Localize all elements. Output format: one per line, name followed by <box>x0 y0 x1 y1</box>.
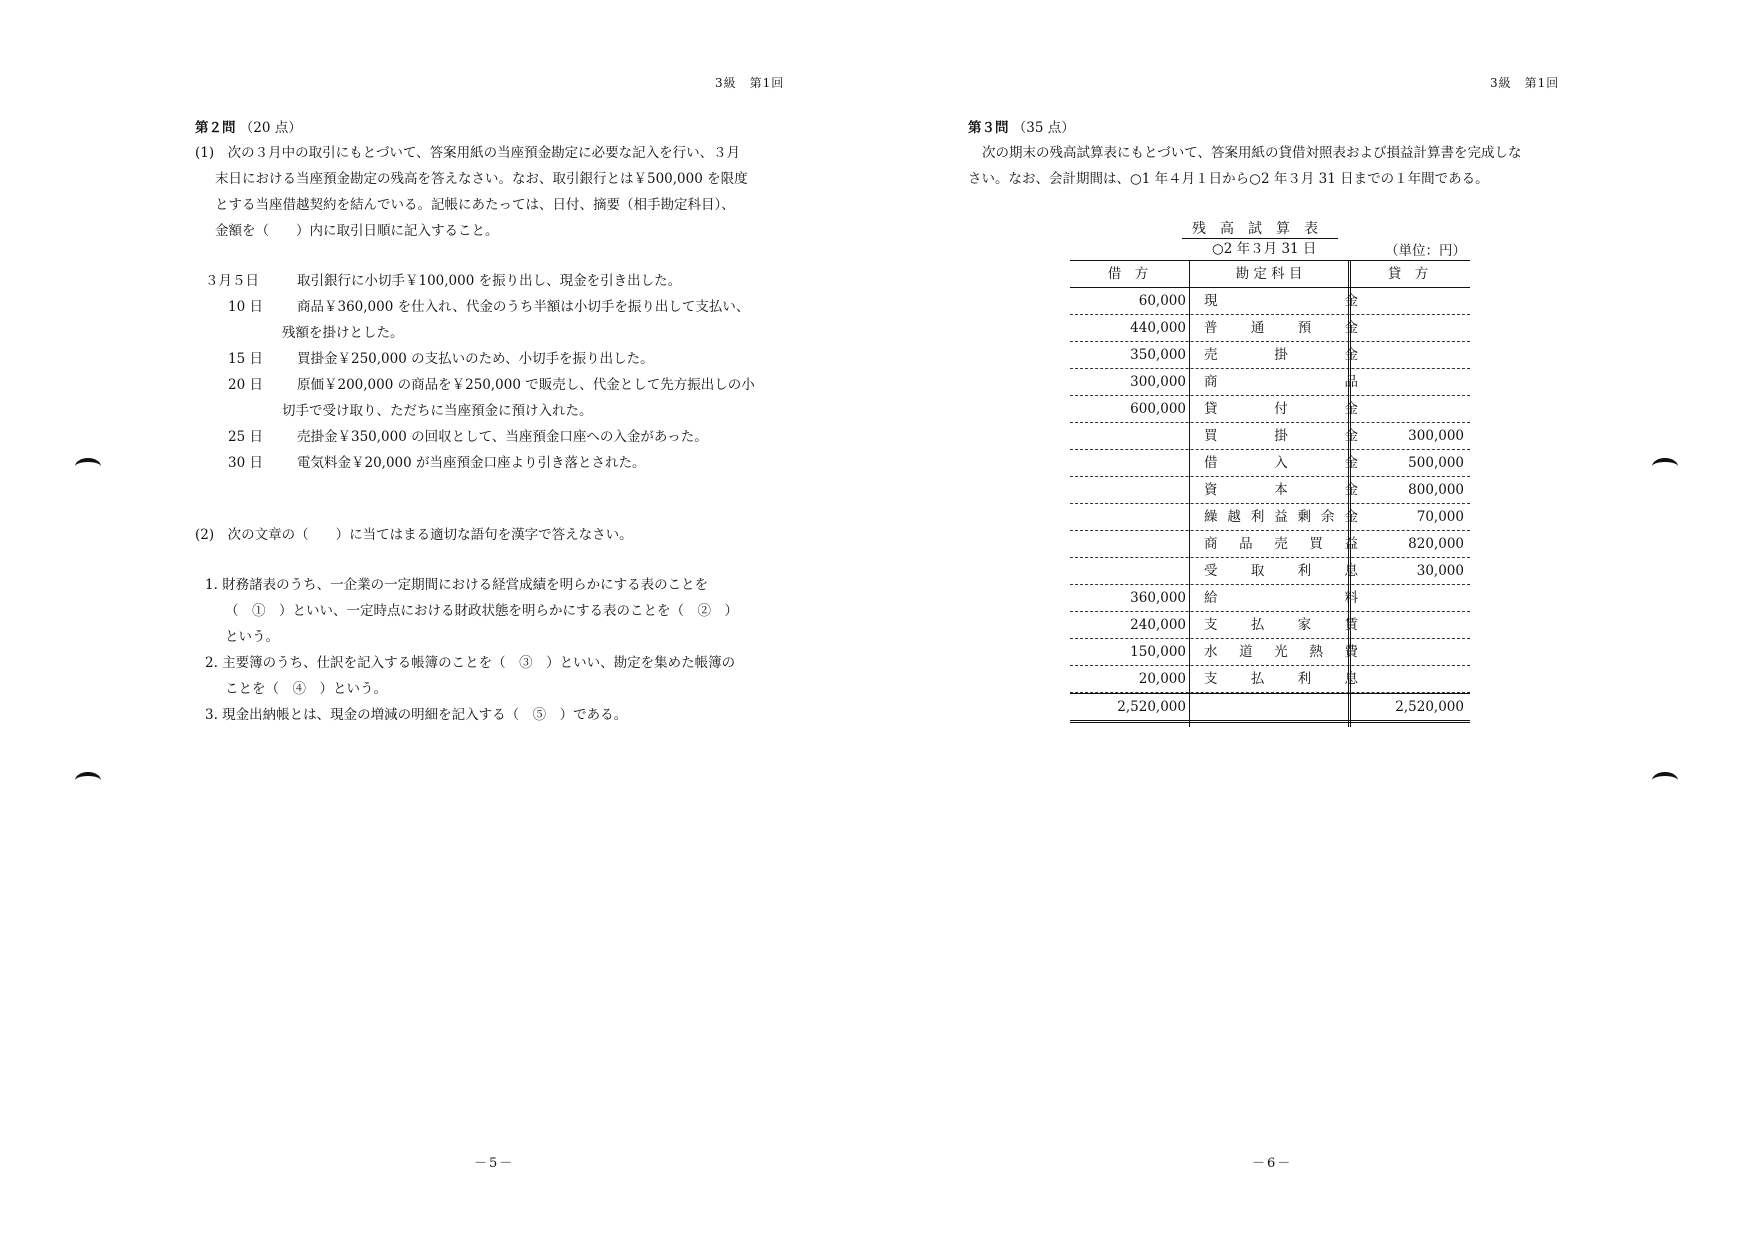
account-char: 現 <box>1204 293 1218 309</box>
account-cell <box>1192 315 1370 341</box>
account-char: 金 <box>1344 347 1358 363</box>
credit-cell <box>1352 585 1464 611</box>
transaction-date: 20 日 <box>228 377 263 393</box>
account-char: 繰 <box>1204 509 1218 525</box>
q3-instructions <box>968 140 1521 192</box>
credit-cell <box>1352 342 1464 368</box>
debit-cell: 300,000 <box>1130 374 1186 390</box>
transaction-text: 取引銀行に小切手￥100,000 を振り出し、現金を引き出した。 <box>297 273 682 289</box>
total-credit: 2,520,000 <box>1395 699 1464 715</box>
transaction-text: 原価￥200,000 の商品を￥250,000 で販売し、代金として先方振出しの小 <box>297 377 755 393</box>
account-char: 息 <box>1344 671 1358 687</box>
account-cell <box>1192 639 1370 665</box>
account-char: 品 <box>1344 374 1358 390</box>
punch-hole-mark <box>1652 772 1678 789</box>
table-row <box>1070 315 1470 342</box>
account-char: 借 <box>1204 455 1218 471</box>
col-account-header: 勘 定 科 目 <box>1235 266 1303 282</box>
credit-cell: 300,000 <box>1408 428 1464 444</box>
account-char: 益 <box>1344 536 1358 552</box>
account-char: 金 <box>1344 293 1358 309</box>
account-char: 貸 <box>1204 401 1218 417</box>
debit-cell: 60,000 <box>1138 293 1186 309</box>
account-char: 道 <box>1239 644 1253 660</box>
transaction-item <box>195 424 755 450</box>
q2-2-intro: (2) 次の文章の（ ）に当てはまる適切な語句を漢字で答えなさい。 <box>195 527 633 543</box>
account-char: 家 <box>1297 617 1312 633</box>
account-cell <box>1192 558 1370 584</box>
credit-cell <box>1352 396 1464 422</box>
account-char: 買 <box>1204 428 1218 444</box>
table-row <box>1070 369 1470 396</box>
account-char: 受 <box>1204 563 1218 579</box>
q3-heading <box>968 115 1075 141</box>
transaction-item <box>195 450 755 476</box>
account-char: 支 <box>1204 617 1218 633</box>
account-char: 買 <box>1309 536 1323 552</box>
account-char: 益 <box>1274 509 1288 525</box>
account-cell <box>1192 369 1370 395</box>
left-page-header: 3級 第1回 <box>715 76 785 90</box>
account-char: 払 <box>1250 671 1265 687</box>
instruction-line: さい。なお、会計期間は、○1 年４月１日から○2 年３月 31 日までの１年間である。 <box>968 171 1489 187</box>
table-total-row <box>1070 693 1470 723</box>
account-char: 払 <box>1250 617 1265 633</box>
credit-cell: 820,000 <box>1408 536 1464 552</box>
account-char: 入 <box>1274 455 1288 471</box>
account-char: 資 <box>1204 482 1218 498</box>
instruction-line: 金額を（ ）内に取引日順に記入すること。 <box>215 223 499 239</box>
account-char: 支 <box>1204 671 1218 687</box>
transaction-date: 10 日 <box>228 299 263 315</box>
transaction-text: 電気料金￥20,000 が当座預金口座より引き落とされた。 <box>297 455 646 471</box>
credit-cell <box>1352 288 1464 314</box>
account-char: 売 <box>1204 347 1218 363</box>
debit-cell: 440,000 <box>1130 320 1186 336</box>
transaction-date: 15 日 <box>228 351 263 367</box>
q2-points: （20 点） <box>239 120 302 136</box>
transaction-date: ３月５日 <box>205 273 259 289</box>
transaction-date: 25 日 <box>228 429 263 445</box>
table-row <box>1070 639 1470 666</box>
credit-cell: 800,000 <box>1408 482 1464 498</box>
account-cell <box>1192 477 1370 503</box>
account-cell <box>1192 585 1370 611</box>
debit-cell <box>1070 558 1186 584</box>
account-char: 熱 <box>1309 644 1323 660</box>
account-char: 金 <box>1344 428 1358 444</box>
account-char: 取 <box>1250 563 1265 579</box>
instruction-line: 末日における当座預金勘定の残高を答えなさい。なお、取引銀行とは￥500,000 を限度 <box>215 171 748 187</box>
punch-hole-mark <box>75 458 101 475</box>
transaction-item <box>195 294 755 346</box>
table-row <box>1070 612 1470 639</box>
account-cell <box>1192 288 1370 314</box>
debit-cell <box>1070 531 1186 557</box>
account-char: 利 <box>1297 671 1312 687</box>
account-char: 給 <box>1204 590 1218 606</box>
account-char: 商 <box>1204 536 1218 552</box>
right-page-header: 3級 第1回 <box>1490 76 1560 90</box>
punch-hole-mark <box>1652 458 1678 475</box>
transaction-text: 切手で受け取り、ただちに当座預金に預け入れた。 <box>282 403 593 419</box>
right-page-number: －6－ <box>1252 1156 1293 1171</box>
account-char: 利 <box>1297 563 1312 579</box>
account-char: 通 <box>1250 320 1265 336</box>
credit-cell <box>1352 612 1464 638</box>
account-char: 売 <box>1274 536 1288 552</box>
account-char: 息 <box>1344 563 1358 579</box>
debit-cell: 350,000 <box>1130 347 1186 363</box>
trial-balance-table <box>1070 260 1470 723</box>
account-cell <box>1192 504 1370 530</box>
account-char: 金 <box>1344 482 1358 498</box>
question-line: ことを（ ④ ）という。 <box>225 681 387 697</box>
question-line: 1. 財務諸表のうち、一企業の一定期間における経営成績を明らかにする表のことを <box>205 577 709 593</box>
account-char: 普 <box>1204 320 1218 336</box>
account-char: 越 <box>1227 509 1241 525</box>
account-char: 金 <box>1344 455 1358 471</box>
debit-cell <box>1070 477 1186 503</box>
q2-title: 第２問 <box>195 120 236 136</box>
total-account-blank <box>1192 694 1346 720</box>
account-char: 余 <box>1321 509 1335 525</box>
transaction-text: 残額を掛けとした。 <box>282 325 404 341</box>
account-char: 利 <box>1250 509 1265 525</box>
column-rule <box>1348 261 1351 727</box>
trial-balance-title: 残高試算表 <box>1182 218 1338 239</box>
account-char: 掛 <box>1274 428 1288 444</box>
table-row <box>1070 477 1470 504</box>
account-char: 品 <box>1239 536 1253 552</box>
account-char: 賃 <box>1344 617 1358 633</box>
account-char: 預 <box>1297 320 1312 336</box>
table-row <box>1070 531 1470 558</box>
table-row <box>1070 504 1470 531</box>
account-char: 金 <box>1344 401 1358 417</box>
question-line: 3. 現金出納帳とは、現金の増減の明細を記入する（ ⑤ ）である。 <box>205 707 628 723</box>
q2-heading <box>195 115 302 141</box>
account-char: 金 <box>1344 509 1358 525</box>
account-char: 本 <box>1274 482 1288 498</box>
q3-title: 第３問 <box>968 120 1009 136</box>
credit-cell <box>1352 315 1464 341</box>
account-char: 付 <box>1274 401 1288 417</box>
account-char: 費 <box>1344 644 1358 660</box>
debit-cell: 360,000 <box>1130 590 1186 606</box>
credit-cell: 70,000 <box>1416 509 1464 525</box>
account-cell <box>1192 423 1370 449</box>
instruction-line: 次の期末の残高試算表にもとづいて、答案用紙の貸借対照表および損益計算書を完成しな <box>982 145 1522 161</box>
account-char: 金 <box>1344 320 1358 336</box>
table-row <box>1070 450 1470 477</box>
question-line: 2. 主要簿のうち、仕訳を記入する帳簿のことを（ ③ ）といい、勘定を集めた帳簿の <box>205 655 736 671</box>
transaction-date: 30 日 <box>228 455 263 471</box>
table-row <box>1070 666 1470 693</box>
debit-cell <box>1070 450 1186 476</box>
transaction-text: 商品￥360,000 を仕入れ、代金のうち半額は小切手を振り出して支払い、 <box>297 299 750 315</box>
table-row <box>1070 585 1470 612</box>
table-body <box>1070 288 1470 693</box>
debit-cell <box>1070 504 1186 530</box>
account-cell <box>1192 450 1370 476</box>
account-char: 商 <box>1204 374 1218 390</box>
account-cell <box>1192 342 1370 368</box>
account-cell <box>1192 612 1370 638</box>
debit-cell: 20,000 <box>1138 671 1186 687</box>
table-header-row <box>1070 261 1470 288</box>
account-char: 水 <box>1204 644 1218 660</box>
table-row <box>1070 396 1470 423</box>
debit-cell: 600,000 <box>1130 401 1186 417</box>
account-cell <box>1192 396 1370 422</box>
trial-balance-unit: （単位：円） <box>1385 243 1466 259</box>
punch-hole-mark <box>75 772 101 789</box>
q3-points: （35 点） <box>1012 120 1075 136</box>
credit-cell <box>1352 639 1464 665</box>
debit-cell <box>1070 423 1186 449</box>
debit-cell: 240,000 <box>1130 617 1186 633</box>
debit-cell: 150,000 <box>1130 644 1186 660</box>
table-row <box>1070 423 1470 450</box>
table-row <box>1070 288 1470 315</box>
transaction-item <box>195 268 755 294</box>
instruction-line: (1) 次の３月中の取引にもとづいて、答案用紙の当座預金勘定に必要な記入を行い、３月 <box>195 145 741 161</box>
transaction-text: 売掛金￥350,000 の回収として、当座預金口座への入金があった。 <box>297 429 708 445</box>
credit-cell <box>1352 369 1464 395</box>
table-row <box>1070 558 1470 585</box>
column-rule <box>1189 261 1190 727</box>
table-row <box>1070 342 1470 369</box>
account-char: 剰 <box>1297 509 1312 525</box>
transaction-item <box>195 372 755 424</box>
credit-cell: 30,000 <box>1416 563 1464 579</box>
transaction-list <box>195 268 755 476</box>
transaction-text: 買掛金￥250,000 の支払いのため、小切手を振り出した。 <box>297 351 654 367</box>
left-page-number: －5－ <box>474 1156 515 1171</box>
question-line: という。 <box>225 629 279 645</box>
credit-cell: 500,000 <box>1408 455 1464 471</box>
account-char: 光 <box>1274 644 1288 660</box>
q2-2-items <box>205 572 738 728</box>
account-char: 料 <box>1344 590 1358 606</box>
account-cell <box>1192 666 1370 692</box>
instruction-line: とする当座借越契約を結んでいる。記帳にあたっては、日付、摘要（相手勘定科目）、 <box>215 197 735 213</box>
q2-1-instructions <box>195 140 748 244</box>
trial-balance-date: ○2 年３月 31 日 <box>1212 241 1317 257</box>
account-cell <box>1192 531 1370 557</box>
col-credit-header: 貸 方 <box>1387 266 1429 282</box>
credit-cell <box>1352 666 1464 692</box>
account-char: 掛 <box>1274 347 1288 363</box>
transaction-item <box>195 346 755 372</box>
question-line: （ ① ）といい、一定時点における財政状態を明らかにする表のことを（ ② ） <box>225 603 738 619</box>
col-debit-header: 借 方 <box>1107 266 1149 282</box>
total-debit: 2,520,000 <box>1117 699 1186 715</box>
